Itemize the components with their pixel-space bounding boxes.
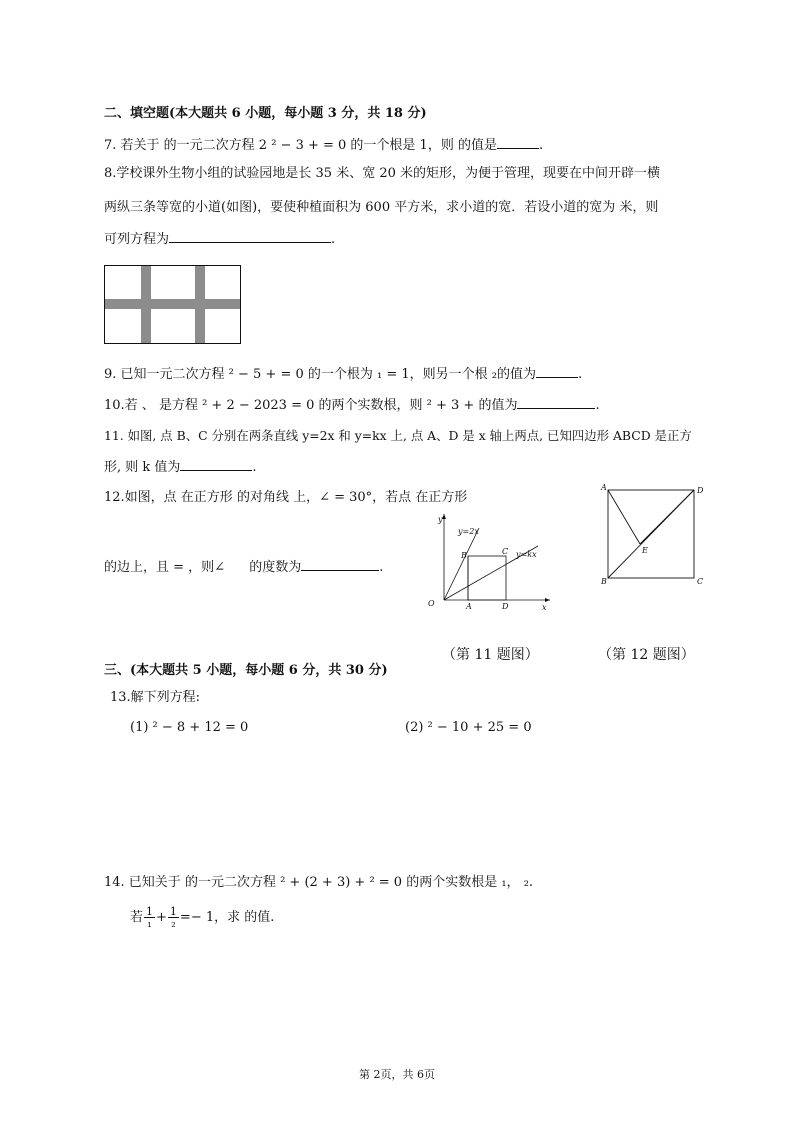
q11-end: . — [252, 460, 257, 475]
q10-text: 10.若 、 是方程 ² + 2 − 2023 = 0 的两个实数根，则 ² + 3 + 的值为 — [104, 398, 518, 413]
q14-f2-num: 1 — [169, 905, 177, 918]
q13-part1: (1) ² − 8 + 12 = 0 — [130, 720, 249, 735]
line-y2x — [444, 528, 479, 600]
q14-pre: 若 — [130, 910, 144, 925]
figure-11 — [424, 508, 554, 612]
section2-heading: 二、填空题(本大题共 6 小题，每小题 3 分，共 18 分) — [104, 106, 427, 121]
question-8-line3 — [104, 230, 335, 248]
q13-title: 13.解下列方程: — [110, 690, 201, 705]
fig11-caption: （第 11 题图） — [442, 647, 539, 663]
q8-end: . — [331, 232, 336, 247]
q14-line1: 14. 已知关于 的一元二次方程 ² + (2 + 3) + ² = 0 的两个实数根是 ₁， ₂. — [104, 875, 534, 890]
page-footer: 第 2页，共 6页 — [359, 1068, 435, 1081]
question-11-line2 — [104, 458, 257, 476]
question-7 — [104, 136, 543, 154]
square-abcd — [468, 556, 506, 600]
fig11-label-x: x — [542, 603, 547, 612]
q7-end: . — [538, 138, 544, 153]
q9-text: 9. 已知一元二次方程 ² − 5 + = 0 的一个根为 ₁ = 1，则另一个根 ₂的值为 — [104, 367, 537, 382]
fig11-line2-label: y=kx — [516, 550, 537, 559]
fig11-label-b: B — [461, 551, 467, 560]
q8-line3: 可列方程为 — [104, 232, 170, 247]
q11-line1: 11. 如图, 点 B、C 分别在两条直线 y=2x 和 y=kx 上, 点 A、D 是 x 轴上两点, 已知四边形 ABCD 是正方 — [104, 428, 692, 443]
q14-f1-den: ₁ — [147, 917, 152, 930]
q14-fraction-2 — [168, 906, 179, 929]
fig12-caption: （第 12 题图） — [598, 647, 695, 663]
q11-answer-blank — [180, 458, 252, 471]
q8-answer-blank — [169, 230, 331, 243]
q14-post: =− 1，求 的值. — [179, 910, 275, 925]
question-9 — [104, 365, 582, 383]
q8-line1: 8.学校课外生物小组的试验园地是长 35 米、宽 20 米的矩形，为便于管理，现要在中间开辟一横 — [104, 166, 661, 181]
fig11-label-c: C — [502, 547, 509, 556]
q14-f2-den: ₂ — [171, 917, 176, 930]
q9-end: . — [578, 367, 583, 382]
fig11-label-d: D — [502, 602, 509, 611]
q10-end: . — [595, 398, 600, 413]
garden-path-figure — [104, 265, 242, 345]
q14-fraction-1 — [144, 906, 155, 929]
figure-12 — [598, 480, 710, 588]
q11-line2: 形, 则 k 值为 — [104, 460, 181, 475]
q9-answer-blank — [536, 365, 578, 378]
q7-answer-blank — [497, 136, 539, 149]
fig12-label-a: A — [601, 483, 607, 492]
fig11-label-y: y — [438, 515, 443, 524]
question-12-line2 — [104, 558, 383, 576]
fig12-label-b: B — [601, 577, 607, 586]
fig11-label-o: O — [428, 599, 435, 608]
q7-text: 7. 若关于 的一元二次方程 2 ² − 3 + = 0 的一个根是 1，则 的值是 — [104, 138, 497, 153]
q8-line2: 两纵三条等宽的小道(如图)，要使种植面积为 600 平方米，求小道的宽．若设小道的宽为 米，则 — [104, 200, 659, 215]
q14-plus: + — [156, 910, 167, 925]
q14-line2 — [130, 906, 274, 929]
fig11-line1-label: y=2x — [458, 527, 479, 536]
section3-heading: 三、(本大题共 5 小题，每小题 6 分，共 30 分) — [104, 663, 388, 678]
fig11-label-a: A — [466, 602, 472, 611]
segment-ae — [608, 490, 640, 544]
question-10 — [104, 396, 600, 414]
q12-line1: 12.如图，点 在正方形 的对角线 上，∠ = 30°，若点 在正方形 — [104, 490, 468, 505]
q12-answer-blank — [301, 558, 379, 571]
fig12-label-d: D — [697, 486, 704, 495]
q12-end: . — [379, 560, 384, 575]
q14-f1-num: 1 — [146, 905, 154, 918]
fig12-label-c: C — [697, 577, 704, 586]
q12-line2b: 的度数为 — [249, 560, 302, 575]
q10-answer-blank — [517, 396, 595, 409]
fig12-label-e: E — [642, 546, 648, 555]
q13-part2: (2) ² − 10 + 25 = 0 — [405, 720, 532, 735]
q12-line2a: 的边上，且 = ，则∠ — [104, 560, 226, 575]
